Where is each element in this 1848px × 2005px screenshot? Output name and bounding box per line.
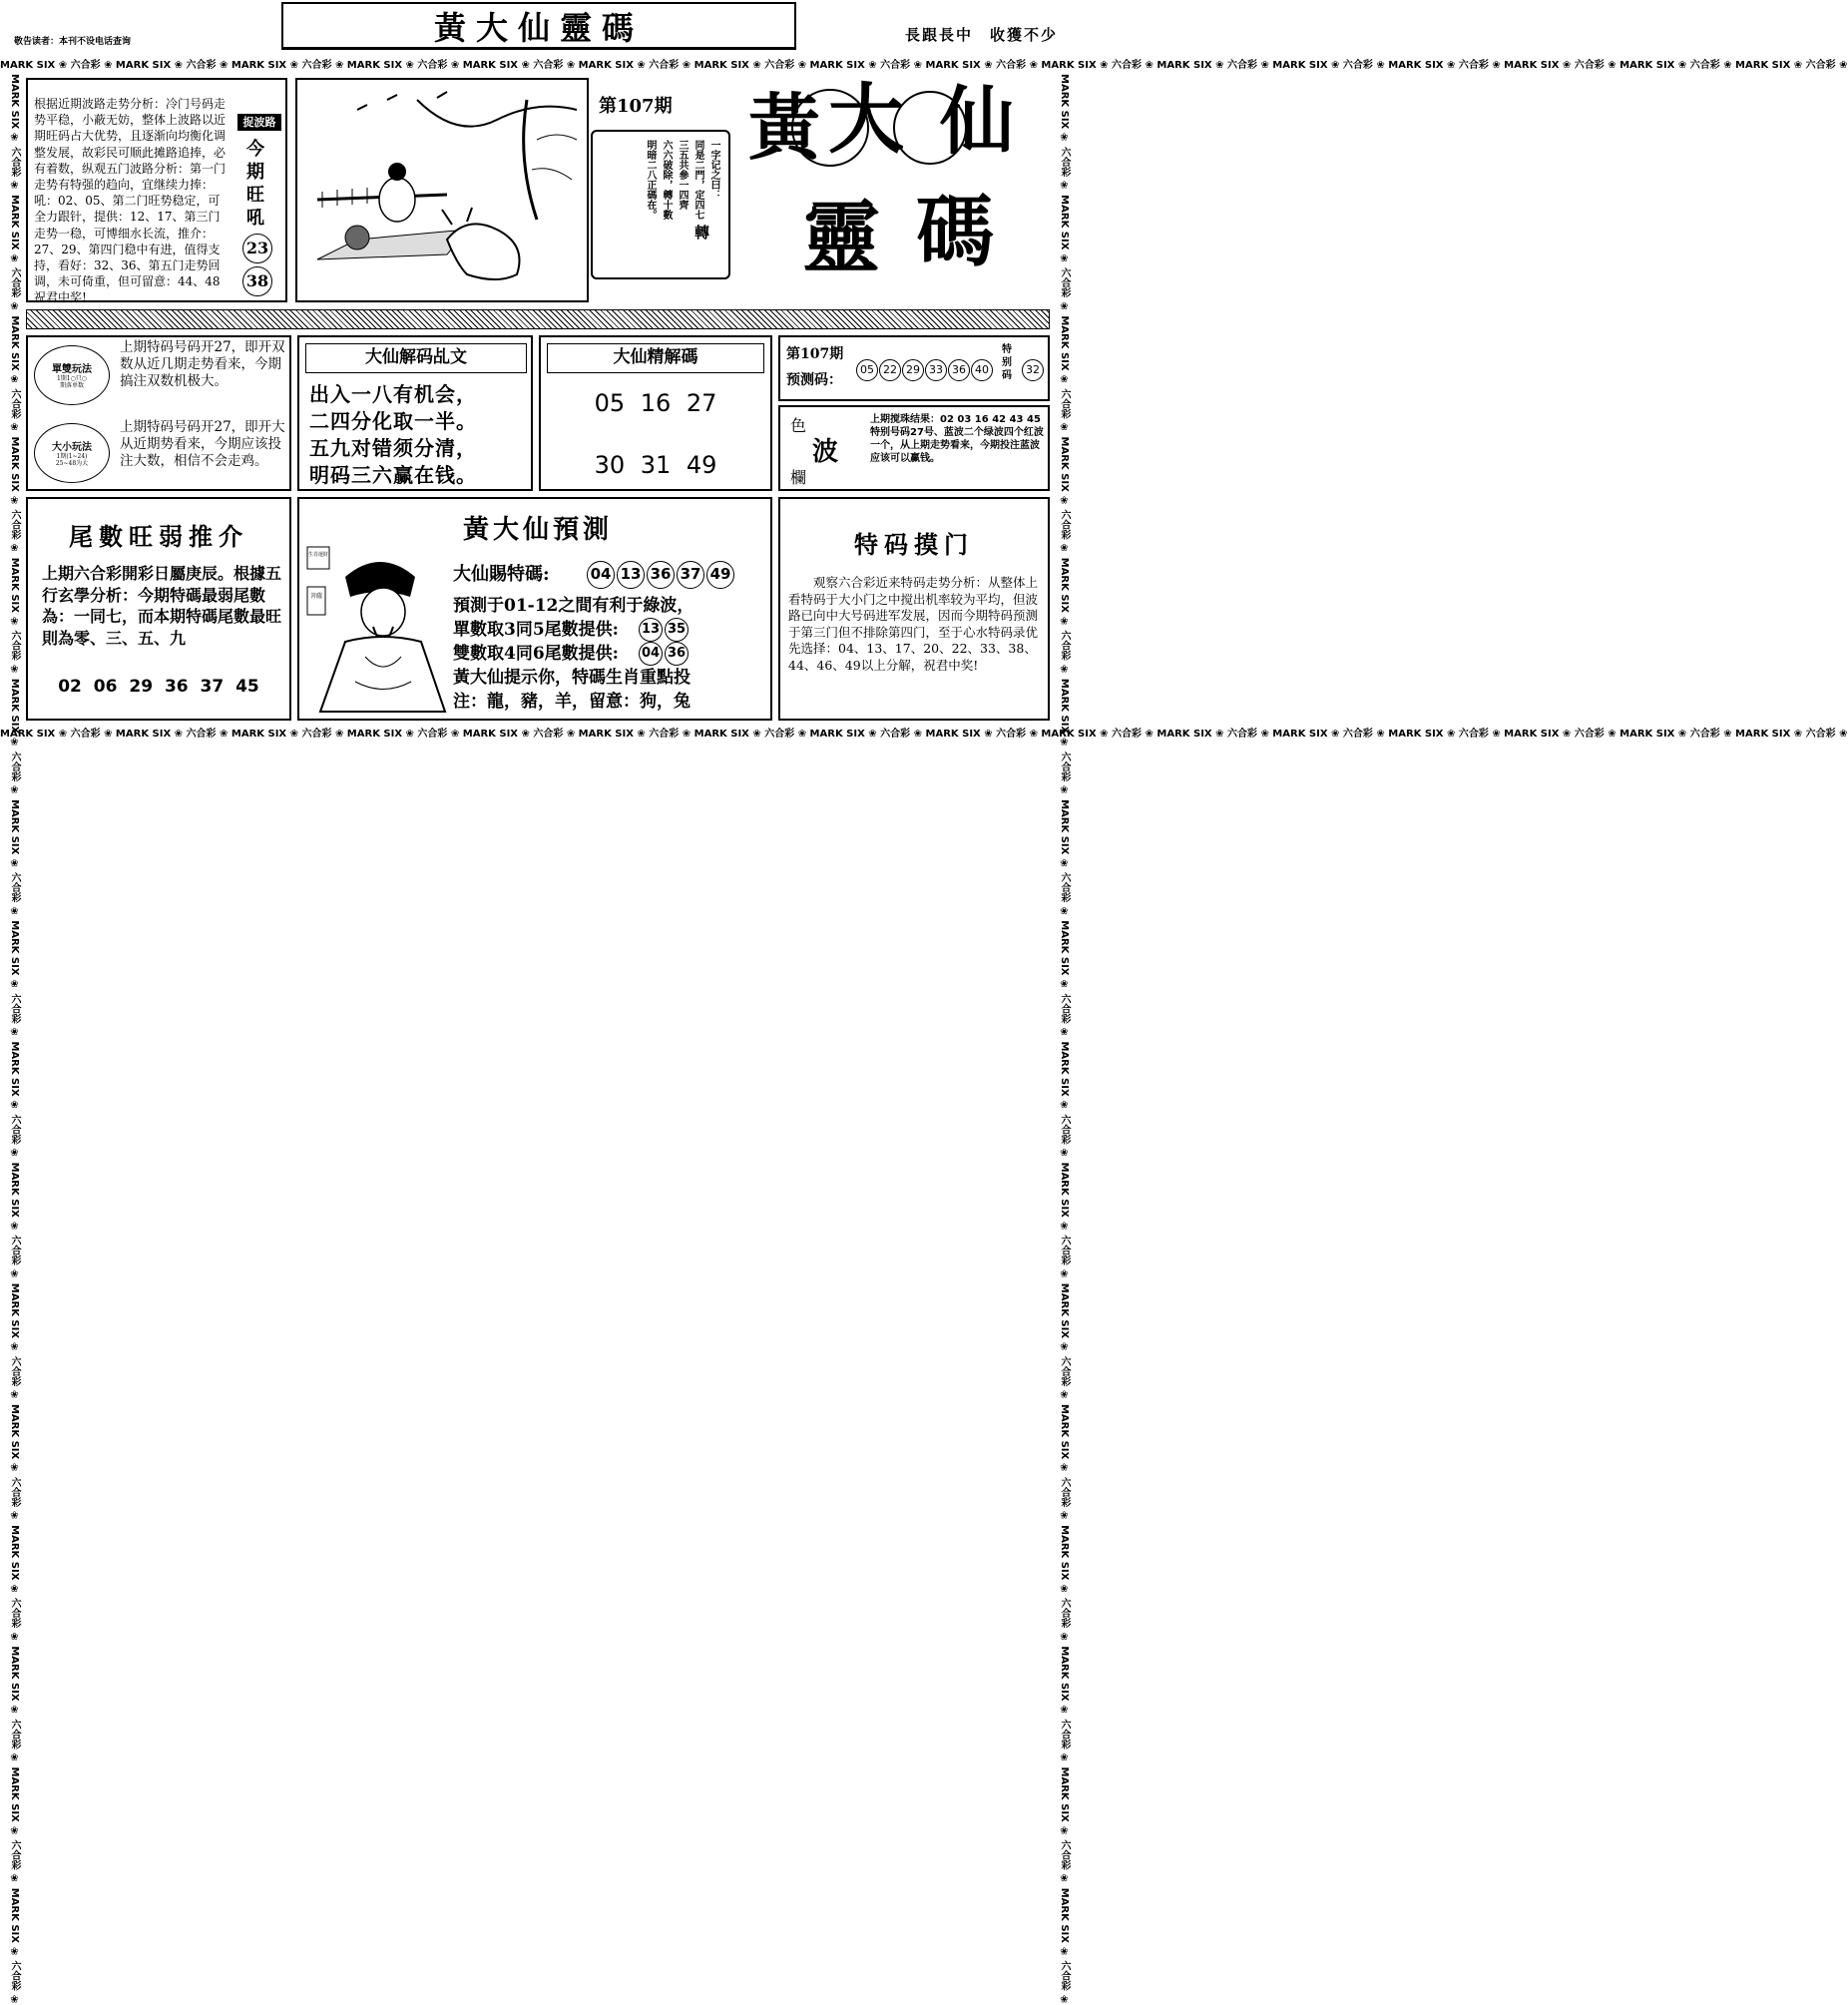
odd-even-text: 上期特码号码开27，即开双数从近几期走势看来，今期搞注双数机极大。 (120, 339, 285, 389)
tail-number-panel (26, 497, 291, 721)
logo-char-5: 碼 (916, 187, 995, 277)
tail-number-list: 02 06 29 36 37 45 (58, 677, 259, 697)
prediction-number: 33 (925, 359, 947, 381)
mark-six-strip-bottom: MARK SIX ❀ 六合彩 ❀ MARK SIX ❀ 六合彩 ❀ MARK SIX ❀ 六合彩 ❀ MARK SIX ❀ 六合彩 ❀ MARK SIX ❀ 六合彩 ❀ MARK SIX ❀ 六合彩 ❀ MARK SIX ❀ 六合彩 ❀ MARK SIX ❀ 六合彩 ❀ MARK SIX ❀ 六合彩 ❀ MARK SIX ❀ 六合彩 ❀ MARK SIX ❀ 六合彩 ❀ MARK SIX ❀ 六合彩 ❀ MARK SIX ❀ 六合彩 ❀ MARK SIX ❀ 六合彩 ❀ MARK SIX ❀ 六合彩 ❀ MARK SIX ❀ 六合彩 ❀ (0, 729, 1848, 740)
forecast-even-numbers (639, 642, 689, 666)
prediction-number: 22 (879, 359, 901, 381)
hatched-divider (26, 309, 1050, 329)
forecast-line-2: 預測于01-12之間有利于綠波， (453, 596, 694, 616)
logo-char-3: 仙 (940, 79, 1014, 165)
odd-tail-number: 13 (639, 618, 663, 642)
sage-stamp-2: 菩薩 (309, 593, 322, 600)
poem-line-2: 同是二門，定四七 (693, 140, 703, 220)
big-small-text: 上期特码号码开27，即开大从近期势看来，今期应该投注大数，相信不会走鸡。 (120, 419, 285, 469)
special-code-number: 32 (1022, 359, 1044, 381)
poem-scroll (591, 130, 730, 279)
color-wave-text: 上期搅珠结果：02 03 16 42 43 45 特别号码27号、蓝波二个绿波四个红波一个，从上期走势看来，今期投注蓝波应该可以赢钱。 (870, 414, 1044, 464)
big-small-badge (34, 423, 110, 483)
forecast-panel (297, 497, 772, 721)
sage-figure (305, 547, 455, 719)
logo-char-2: 大 (828, 75, 904, 164)
logo-char-4: 靈 (802, 193, 881, 283)
page-title: 黃大仙靈碼 (281, 2, 796, 50)
forecast-special-numbers (587, 561, 734, 589)
sage-stamp: 生肖運財 (308, 552, 329, 558)
wave-side-char-3: 旺 (246, 185, 264, 206)
wave-analysis-panel (26, 78, 287, 305)
poem-issue: 第107期 (599, 96, 673, 117)
reader-notice: 敬告读者：本刊不设电话查询 (14, 37, 132, 47)
forecast-number: 04 (587, 561, 615, 589)
poem-line-4: 六六破除，轉十數 (661, 140, 672, 220)
special-door-panel (778, 497, 1050, 721)
tail-number-title: 尾數旺弱推介 (69, 522, 248, 551)
color-wave-char-1: 色 (790, 416, 807, 435)
odd-even-badge (34, 345, 110, 405)
fine-decode-row-1: 05 16 27 (594, 389, 717, 417)
mark-six-strip-left: MARK SIX ❀ 六合彩 ❀ MARK SIX ❀ 六合彩 ❀ MARK SIX ❀ 六合彩 ❀ MARK SIX ❀ 六合彩 ❀ MARK SIX ❀ 六合彩 ❀ MARK SIX ❀ 六合彩 ❀ MARK SIX ❀ 六合彩 ❀ MARK SIX ❀ 六合彩 ❀ MARK SIX ❀ 六合彩 ❀ MARK SIX ❀ 六合彩 ❀ MARK SIX ❀ 六合彩 ❀ MARK SIX ❀ 六合彩 ❀ MARK SIX ❀ 六合彩 ❀ MARK SIX ❀ 六合彩 ❀ MARK SIX ❀ 六合彩 ❀ MARK SIX ❀ 六合彩 ❀ (9, 74, 20, 2005)
scholar-ox-illustration (297, 80, 587, 300)
color-wave-char-3: 欄 (790, 468, 807, 487)
fine-decode-title: 大仙精解碼 (547, 343, 764, 373)
mark-six-strip-right: MARK SIX ❀ 六合彩 ❀ MARK SIX ❀ 六合彩 ❀ MARK SIX ❀ 六合彩 ❀ MARK SIX ❀ 六合彩 ❀ MARK SIX ❀ 六合彩 ❀ MARK SIX ❀ 六合彩 ❀ MARK SIX ❀ 六合彩 ❀ MARK SIX ❀ 六合彩 ❀ MARK SIX ❀ 六合彩 ❀ MARK SIX ❀ 六合彩 ❀ MARK SIX ❀ 六合彩 ❀ MARK SIX ❀ 六合彩 ❀ MARK SIX ❀ 六合彩 ❀ MARK SIX ❀ 六合彩 ❀ MARK SIX ❀ 六合彩 ❀ MARK SIX ❀ 六合彩 ❀ (1059, 74, 1070, 2005)
special-door-title: 特码摸门 (854, 530, 974, 559)
even-tail-number: 04 (639, 642, 663, 666)
decode-poem-line-1: 出入一八有机会， (309, 382, 477, 406)
even-tail-number: 36 (665, 642, 689, 666)
decode-poem-title: 大仙解码乩文 (305, 343, 527, 373)
calligraphy-logo (740, 75, 1050, 297)
forecast-even-label: 雙數取4同6尾數提供: (453, 644, 619, 664)
prediction-code-panel (778, 335, 1050, 401)
forecast-zodiac-line-2: 注：龍，豬，羊，留意：狗，兔 (453, 692, 691, 712)
special-code-label: 特别码 (1002, 344, 1012, 381)
illustration-panel (295, 78, 589, 302)
prediction-numbers (856, 359, 993, 381)
logo-char-1: 黃 (748, 85, 821, 170)
mark-six-strip-top: MARK SIX ❀ 六合彩 ❀ MARK SIX ❀ 六合彩 ❀ MARK SIX ❀ 六合彩 ❀ MARK SIX ❀ 六合彩 ❀ MARK SIX ❀ 六合彩 ❀ MARK SIX ❀ 六合彩 ❀ MARK SIX ❀ 六合彩 ❀ MARK SIX ❀ 六合彩 ❀ MARK SIX ❀ 六合彩 ❀ MARK SIX ❀ 六合彩 ❀ MARK SIX ❀ 六合彩 ❀ MARK SIX ❀ 六合彩 ❀ MARK SIX ❀ 六合彩 ❀ MARK SIX ❀ 六合彩 ❀ MARK SIX ❀ 六合彩 ❀ MARK SIX ❀ 六合彩 ❀ (0, 60, 1848, 71)
slogan: 長跟長中 收獲不少 (904, 26, 1058, 44)
prediction-number: 36 (948, 359, 970, 381)
poem-line-3: 三五共參一四齊 (677, 140, 688, 210)
special-door-text: 观察六合彩近来特码走势分析：从整体上看特码于大小门之中搅出机率较为平均，但波路已向中大号码进军发展，因而今期特码预测于第三门但不排除第四门，至于心水特码录优先选择：04、13、17、20、22、33、38、44、46、49以上分解，祝君中奖! (788, 575, 1039, 673)
big-small-label: 大小玩法 (52, 442, 92, 453)
poem-line-1: 一字记之曰： (708, 140, 719, 200)
prediction-number: 05 (856, 359, 878, 381)
big-small-sub: 1期(1~24) 25~48为大 (55, 453, 89, 467)
prediction-number: 29 (902, 359, 924, 381)
forecast-number: 37 (677, 561, 704, 589)
odd-even-label: 單雙玩法 (52, 364, 92, 375)
wave-side-char-4: 吼 (246, 208, 264, 229)
forecast-number: 49 (706, 561, 734, 589)
poem-word: 轉 (694, 224, 710, 242)
sage-illustration (305, 547, 455, 719)
forecast-title: 黃大仙預測 (463, 515, 614, 545)
wave-analysis-text: 根据近期波路走势分析：冷门号码走势平稳，小蔽无妨，整体上波路以近期旺码占大优势，且逐渐向均衡化调整发展，故彩民可顺此摊路追捧，必有着数，纵观五门波路分析：第一门走势有特强的趋向，宜继续力捧：吼：02、05、第二门旺势稳定，可全力跟针，提供：12、17、第三门走势一稳，可博细水长流，推介：27、29、第四门稳中有进，值得支持，看好：32、36、第五门走势回调，未可倚重，但可留意：44、48祝君中奖! (34, 97, 227, 305)
fine-decode-panel (539, 335, 772, 491)
prediction-number: 40 (971, 359, 993, 381)
prediction-label: 预测码： (786, 372, 842, 388)
decode-poem-panel (297, 335, 533, 491)
forecast-number: 36 (647, 561, 675, 589)
poem-line-5: 明暗二八正碼在。 (645, 140, 656, 220)
forecast-odd-numbers (639, 618, 689, 642)
wave-side-char-1: 今 (246, 139, 264, 160)
tail-number-text: 上期六合彩開彩日屬庚辰。根據五行玄學分析：今期特碼最弱尾數為：一同七，而本期特碼尾數最旺則為零、三、五、九 (42, 564, 282, 648)
decode-poem-line-3: 五九对错须分清， (309, 436, 477, 460)
decode-poem-line-4: 明码三六赢在钱。 (309, 463, 477, 487)
forecast-zodiac-line-1: 黃大仙提示你，特碼生肖重點投 (453, 668, 691, 688)
color-wave-panel (778, 405, 1050, 491)
odd-even-sub: 1期1○只○ 期落单数 (56, 375, 88, 389)
play-guide-panel (26, 335, 291, 491)
wave-number-1: 23 (242, 234, 272, 263)
color-wave-char-2: 波 (812, 437, 839, 467)
wave-number-2: 38 (242, 266, 272, 296)
decode-poem-line-2: 二四分化取一半。 (309, 409, 477, 433)
prediction-issue: 第107期 (786, 346, 844, 362)
wave-side-char-2: 期 (246, 162, 264, 183)
forecast-special-label: 大仙賜特碼: (453, 564, 550, 585)
fine-decode-row-2: 30 31 49 (594, 451, 717, 479)
forecast-odd-label: 單數取3同5尾數提供: (453, 620, 619, 640)
forecast-number: 13 (617, 561, 645, 589)
wave-tag: 捉波路 (237, 114, 281, 131)
odd-tail-number: 35 (665, 618, 689, 642)
